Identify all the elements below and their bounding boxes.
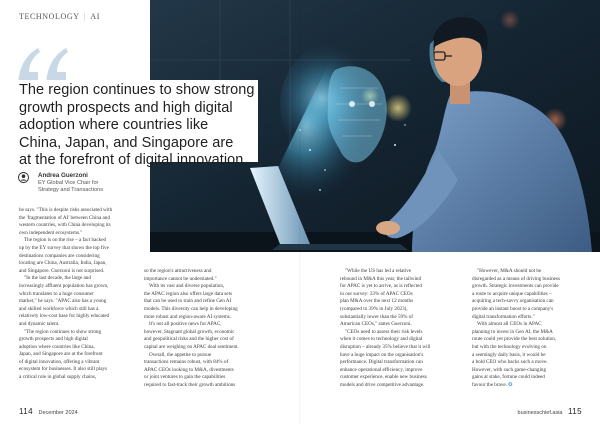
- pull-quote: [19, 82, 259, 170]
- article-line: adoption where countries like China,: [19, 343, 95, 350]
- article-line: route could yet provide the best solution,: [472, 336, 557, 343]
- footer-left: [19, 407, 78, 416]
- article-line: models. This diversity can help in developing: [144, 305, 238, 312]
- article-line: importance cannot be understated.": [144, 275, 217, 282]
- article-line: transactions remains robust, with 84% of: [144, 359, 229, 366]
- article-line: disruption – already 35% believe that it will: [340, 343, 431, 350]
- article-line: a bold CEO who backs such a move.: [472, 359, 548, 366]
- article-line: rebound in M&A this year, the tailwind: [340, 275, 422, 282]
- article-line: in our survey: 33% of APAC CEOs: [340, 290, 413, 297]
- article-line: planning to invest in Gen AI, the M&A: [472, 328, 553, 335]
- article-line: but with the technology evolving on: [472, 343, 547, 350]
- article-line: growth. Strategic investments can provide: [472, 283, 559, 290]
- pull-quote-line: The region continues to show strong: [19, 82, 255, 98]
- article-line: the APAC region also offers large data sets: [144, 290, 232, 297]
- article-line: growth prospects and high digital: [19, 336, 88, 343]
- page-gutter: [299, 0, 301, 424]
- author-name: Andrea Guerzoni: [38, 172, 88, 179]
- author-role-line: Strategy and Transactions: [38, 187, 103, 193]
- issue-date: December 2024: [38, 410, 78, 416]
- article-line: The region is on the rise – a fact backed: [24, 237, 107, 244]
- article-line: own independent ecosystems.": [19, 229, 83, 236]
- article-line: models and drive competitive advantage.: [340, 381, 425, 388]
- article-end-icon: ✪: [508, 382, 513, 388]
- article-line: a critical role in global supply chains,: [19, 374, 97, 381]
- article-line: Overall, the appetite to pursue: [149, 351, 212, 358]
- section-label: TECHNOLOGY: [19, 12, 80, 21]
- publication-url: businesschief.asia: [517, 410, 563, 416]
- person-icon: [18, 172, 29, 183]
- article-line: APAC CEOs looking to M&A, divestments: [144, 366, 234, 373]
- article-line: capital are weighing on APAC deal sentiment.: [144, 343, 239, 350]
- section-separator: |: [83, 12, 87, 21]
- article-line: he says. "This is despite risks associated with: [19, 207, 113, 213]
- pull-quote-line: China, Japan, and Singapore are: [19, 134, 234, 151]
- article-column-3: [340, 268, 460, 390]
- article-line: favour the brave. ✪: [472, 381, 513, 388]
- article-line: destinations companies are considering: [19, 252, 100, 259]
- article-line: so the region's attractiveness and: [144, 268, 212, 274]
- page-number-right: 115: [568, 407, 582, 416]
- section-header: [19, 12, 100, 21]
- article-column-1: [19, 207, 134, 382]
- pull-quote-line: at the forefront of digital innovation: [19, 152, 244, 168]
- author-role: [38, 180, 103, 194]
- article-line: have a huge impact on the organisation's: [340, 351, 424, 358]
- article-line: and geopolitical risks and the higher cost of: [144, 336, 234, 343]
- article-line: of digital innovation, offering a vibrant: [19, 358, 100, 365]
- article-line: With its vast and diverse population,: [149, 283, 225, 290]
- article-line: acquiring a tech-savvy organisation can: [472, 298, 554, 305]
- article-line: western countries, with China developing its: [19, 222, 111, 229]
- article-line: and dynamic talent.: [19, 320, 60, 327]
- article-line: "However, M&A should not be: [477, 268, 542, 274]
- article-line: (compared to 39% in July 2023),: [340, 305, 408, 312]
- article-line: a seemingly daily basis, it would be: [472, 351, 546, 358]
- article-line: market," he says. "APAC also has a young: [19, 298, 107, 305]
- article-line: locating are China, Australia, India, Japan,: [19, 260, 107, 267]
- article-line: a route to acquire unique capabilities –: [472, 290, 552, 297]
- article-line: performance. Digital transformation can: [340, 359, 423, 366]
- article-line: provide an instant boost to a company's: [472, 305, 554, 312]
- article-line: "CEOs need to assess their risk levels: [345, 328, 423, 335]
- author-role-line: EY Global Vice Chair for: [38, 180, 99, 186]
- article-line: plan M&A over the next 12 months: [340, 298, 414, 305]
- page-number-left: 114: [19, 407, 33, 416]
- article-line: and Singapore. Guerzoni is not surprised.: [19, 267, 105, 274]
- article-column-2: [144, 268, 264, 390]
- article-column-4: [472, 268, 592, 390]
- article-line: With almost all CEOs in APAC: [477, 321, 542, 328]
- article-line: the 'fragmentation of AI' between China and: [19, 214, 110, 221]
- article-line: more robust and region-aware AI systems.: [144, 313, 232, 320]
- topic-label: AI: [90, 12, 101, 21]
- article-line: "The region continues to show strong: [24, 328, 102, 335]
- article-line: customer experience, enable new business: [340, 374, 427, 381]
- article-line: and skilled workforce which still has a: [19, 305, 99, 312]
- article-line: relatively low-cost base for highly educated: [19, 313, 110, 320]
- article-line: or joint ventures to gain the capabilities: [144, 374, 226, 381]
- article-line: American CEOs," states Guerzoni.: [340, 321, 412, 328]
- article-line: enhance operational efficiency, improve: [340, 366, 423, 373]
- article-line: which translates to a huge consumer: [19, 290, 94, 297]
- article-line: "While the US has led a relative: [345, 268, 412, 274]
- article-line: disregarded as a means of driving business: [472, 275, 560, 282]
- article-line: that can be used to train and refine Gen AI: [144, 298, 232, 305]
- article-line: gains at stake, fortune could indeed: [472, 374, 545, 381]
- article-line: up by the EY survey that shows the top five: [19, 244, 109, 251]
- footer-right: [518, 407, 582, 416]
- article-line: However, with such game-changing: [472, 366, 547, 373]
- pull-quote-line: growth prospects and high digital: [19, 99, 233, 116]
- article-line: Japan, and Singapore are at the forefront: [19, 351, 103, 358]
- article-line: however. Stagnant global growth, economic: [144, 328, 235, 335]
- pull-quote-line: adoption where countries like: [19, 117, 209, 133]
- article-line: when it comes to technology and digital: [340, 336, 423, 343]
- article-line: "In the last decade, the large and: [24, 275, 91, 282]
- article-line: increasingly affluent population has grown,: [19, 282, 109, 289]
- article-line: substantially lower than the 59% of: [340, 313, 413, 320]
- article-line: ecosystem for businesses. It also still plays: [19, 366, 108, 373]
- article-line: required to fast-track their growth ambitions: [144, 381, 236, 388]
- article-line: It's not all positive news for APAC,: [149, 321, 222, 328]
- article-line: digital transformation efforts.": [472, 313, 535, 320]
- article-line: for APAC is yet to arrive, as is reflected: [340, 283, 422, 290]
